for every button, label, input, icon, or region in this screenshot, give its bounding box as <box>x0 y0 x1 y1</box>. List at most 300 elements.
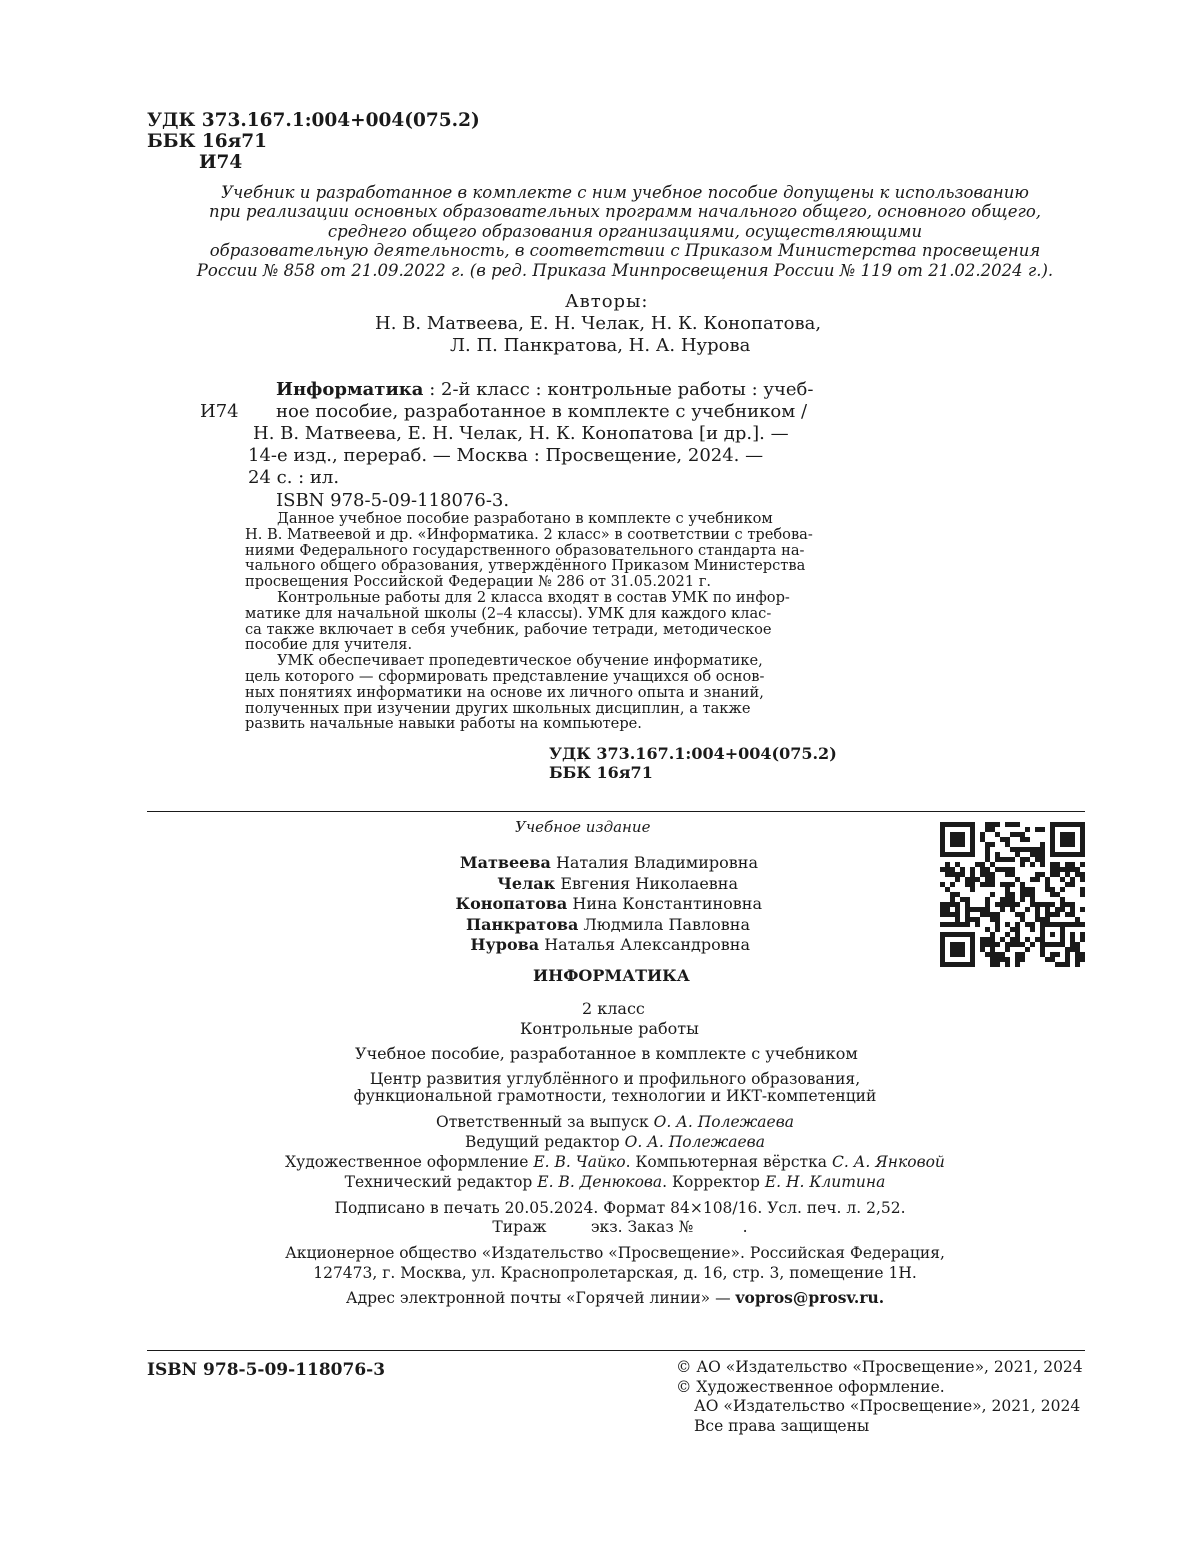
qr-module <box>1030 942 1035 947</box>
qr-module <box>1080 922 1085 927</box>
qr-module <box>1035 872 1040 877</box>
qr-module <box>970 877 975 882</box>
qr-module <box>960 952 965 957</box>
qr-module <box>1080 852 1085 857</box>
qr-module <box>1050 852 1055 857</box>
qr-module <box>990 882 995 887</box>
qr-module <box>1070 932 1075 937</box>
qr-module <box>1045 942 1050 947</box>
qr-module <box>985 897 990 902</box>
publisher-line: 127473, г. Москва, ул. Краснопролетарская, д. 16, стр. 3, помещение 1Н. <box>313 1263 917 1282</box>
qr-module <box>1070 882 1075 887</box>
team-member <box>440 874 780 895</box>
hotline-email <box>260 1288 970 1307</box>
qr-module <box>1020 957 1025 962</box>
qr-module <box>1080 952 1085 957</box>
qr-module <box>965 877 970 882</box>
qr-module <box>1030 887 1035 892</box>
credit-line <box>250 1152 980 1172</box>
qr-module <box>995 902 1000 907</box>
qr-module <box>995 957 1000 962</box>
qr-module <box>970 887 975 892</box>
qr-module <box>1075 922 1080 927</box>
qr-module <box>955 917 960 922</box>
qr-module <box>1040 847 1045 852</box>
qr-module <box>1065 947 1070 952</box>
qr-module <box>1005 857 1010 862</box>
qr-module <box>1080 887 1085 892</box>
annotation-line: цель которого — сформировать представление учащихся об основ- <box>245 667 765 685</box>
qr-module <box>1050 932 1055 937</box>
annotation-line: ных понятиях информатики на основе их личного опыта и знаний, <box>245 683 764 701</box>
qr-module <box>940 842 945 847</box>
qr-module <box>990 842 995 847</box>
qr-module <box>1055 867 1060 872</box>
qr-module <box>1080 842 1085 847</box>
qr-module <box>940 837 945 842</box>
qr-module <box>1050 892 1055 897</box>
qr-module <box>940 827 945 832</box>
qr-module <box>965 897 970 902</box>
bib-line: ное пособие, разработанное в комплекте с учебником / <box>276 401 808 422</box>
qr-module <box>1050 837 1055 842</box>
qr-module <box>940 907 945 912</box>
qr-module <box>1050 867 1055 872</box>
qr-module <box>1005 922 1010 927</box>
bib-author-sign: И74 <box>200 401 239 422</box>
qr-module <box>1030 892 1035 897</box>
qr-module <box>1000 957 1005 962</box>
qr-module <box>1035 907 1040 912</box>
qr-module <box>950 882 955 887</box>
qr-module <box>1040 842 1045 847</box>
qr-module <box>995 912 1000 917</box>
qr-module <box>965 902 970 907</box>
qr-module <box>995 942 1000 947</box>
qr-module <box>1060 887 1065 892</box>
qr-module <box>1060 897 1065 902</box>
email-label: Адрес электронной почты «Горячей линии» — <box>345 1289 736 1307</box>
qr-module <box>1020 882 1025 887</box>
qr-module <box>945 872 950 877</box>
qr-module <box>1065 852 1070 857</box>
qr-module <box>1080 877 1085 882</box>
qr-module <box>1010 882 1015 887</box>
qr-module <box>1070 907 1075 912</box>
authors-block <box>300 291 821 357</box>
qr-module <box>1045 877 1050 882</box>
qr-module <box>975 907 980 912</box>
qr-module <box>940 937 945 942</box>
qr-module <box>950 892 955 897</box>
qr-module <box>1005 947 1010 952</box>
qr-module <box>1005 932 1010 937</box>
qr-module <box>1020 847 1025 852</box>
qr-module <box>990 937 995 942</box>
qr-module <box>1060 907 1065 912</box>
qr-module <box>960 822 965 827</box>
qr-module <box>950 947 955 952</box>
team-name: Наталия Владимировна <box>555 853 758 872</box>
qr-module <box>945 852 950 857</box>
qr-module <box>940 922 945 927</box>
qr-module <box>1060 852 1065 857</box>
qr-module <box>1070 837 1075 842</box>
qr-module <box>950 897 955 902</box>
qr-module <box>980 937 985 942</box>
qr-module <box>1080 822 1085 827</box>
centre-line: Центр развития углублённого и профильного образования, <box>369 1070 861 1088</box>
qr-module <box>1025 922 1030 927</box>
qr-module <box>1060 837 1065 842</box>
qr-module <box>1050 872 1055 877</box>
qr-module <box>1010 867 1015 872</box>
author-team <box>440 853 780 956</box>
qr-module <box>965 932 970 937</box>
qr-module <box>1075 957 1080 962</box>
qr-module <box>1080 837 1085 842</box>
qr-module <box>995 962 1000 967</box>
qr-module <box>990 862 995 867</box>
qr-module <box>1010 907 1015 912</box>
divider-bottom <box>147 1350 1085 1351</box>
credit-person: Е. В. Чайко <box>533 1153 626 1171</box>
qr-module <box>970 947 975 952</box>
qr-module <box>1055 852 1060 857</box>
copyright-line: © Художественное оформление. <box>676 1377 945 1396</box>
udk-code: УДК 373.167.1:004+004(075.2) <box>549 744 837 763</box>
qr-module <box>1080 832 1085 837</box>
qr-module <box>1040 952 1045 957</box>
qr-module <box>1005 872 1010 877</box>
qr-module <box>960 947 965 952</box>
email-link[interactable]: vopros@prosv.ru. <box>735 1288 885 1307</box>
qr-module <box>970 867 975 872</box>
qr-module <box>1075 822 1080 827</box>
qr-module <box>945 932 950 937</box>
bib-isbn: ISBN 978-5-09-118076-3. <box>276 490 510 511</box>
qr-module <box>1060 822 1065 827</box>
qr-module <box>1065 957 1070 962</box>
qr-module <box>1015 832 1020 837</box>
qr-module <box>940 832 945 837</box>
qr-module <box>975 922 980 927</box>
qr-module <box>1075 872 1080 877</box>
qr-module <box>1005 822 1010 827</box>
team-name: Наталья Александровна <box>544 935 750 954</box>
qr-module <box>1015 902 1020 907</box>
qr-module <box>970 952 975 957</box>
qr-module <box>955 852 960 857</box>
qr-module <box>970 832 975 837</box>
qr-module <box>1080 862 1085 867</box>
qr-module <box>950 852 955 857</box>
qr-module <box>1015 927 1020 932</box>
book-kind: Контрольные работы <box>520 1019 699 1038</box>
team-surname: Матвеева <box>459 853 551 872</box>
publisher-address <box>260 1244 970 1283</box>
book-title: ИНФОРМАТИКА <box>533 966 690 985</box>
qr-module <box>1060 927 1065 932</box>
qr-module <box>1015 932 1020 937</box>
credit-person: О. А. Полежаева <box>653 1113 794 1131</box>
credit-person: С. А. Янковой <box>831 1153 945 1171</box>
qr-module <box>1025 907 1030 912</box>
qr-module <box>1015 937 1020 942</box>
qr-module <box>970 962 975 967</box>
qr-module <box>1065 962 1070 967</box>
qr-module <box>1065 862 1070 867</box>
qr-module <box>940 902 945 907</box>
qr-module <box>955 842 960 847</box>
approval-line: при реализации основных образовательных программ начального общего, основного общего, <box>208 202 1041 222</box>
qr-module <box>1015 847 1020 852</box>
qr-module <box>1005 892 1010 897</box>
qr-module <box>1030 852 1035 857</box>
qr-module <box>955 947 960 952</box>
qr-module <box>985 927 990 932</box>
qr-module <box>1000 897 1005 902</box>
qr-module <box>945 862 950 867</box>
qr-module <box>1030 922 1035 927</box>
credit-line <box>250 1132 980 1152</box>
qr-module <box>1000 902 1005 907</box>
qr-module <box>970 907 975 912</box>
qr-module <box>985 907 990 912</box>
qr-module <box>970 937 975 942</box>
qr-module <box>1015 822 1020 827</box>
qr-module <box>1060 922 1065 927</box>
qr-module <box>1040 932 1045 937</box>
qr-module <box>1065 832 1070 837</box>
annotation <box>245 511 830 732</box>
qr-module <box>1035 827 1040 832</box>
qr-module <box>1070 822 1075 827</box>
annotation-line: Н. В. Матвеевой и др. «Информатика. 2 класс» в соответствии с требова- <box>245 525 813 543</box>
qr-module <box>1005 962 1010 967</box>
qr-module <box>1015 852 1020 857</box>
qr-module <box>965 962 970 967</box>
qr-module <box>1005 882 1010 887</box>
qr-module <box>1025 937 1030 942</box>
qr-code-graphic <box>940 822 1085 967</box>
qr-module <box>995 832 1000 837</box>
qr-module <box>1065 867 1070 872</box>
qr-module <box>940 822 945 827</box>
qr-module <box>1080 847 1085 852</box>
qr-module <box>1070 942 1075 947</box>
qr-module <box>990 892 995 897</box>
qr-module <box>1000 937 1005 942</box>
qr-module <box>965 907 970 912</box>
qr-module <box>1075 852 1080 857</box>
qr-module <box>1030 877 1035 882</box>
qr-module <box>1050 822 1055 827</box>
qr-module <box>950 962 955 967</box>
qr-module <box>1040 937 1045 942</box>
qr-module <box>950 932 955 937</box>
qr-module <box>960 832 965 837</box>
qr-module <box>945 962 950 967</box>
qr-module <box>1040 872 1045 877</box>
qr-module <box>1010 832 1015 837</box>
qr-module <box>970 942 975 947</box>
qr-module <box>1000 882 1005 887</box>
qr-module <box>1010 847 1015 852</box>
qr-module <box>1055 942 1060 947</box>
qr-module <box>1010 937 1015 942</box>
credit-role: Художественное оформление <box>285 1153 534 1171</box>
qr-module <box>945 867 950 872</box>
qr-module <box>945 907 950 912</box>
qr-module <box>955 862 960 867</box>
qr-module <box>970 847 975 852</box>
approval-line: России № 858 от 21.09.2022 г. (в ред. Приказа Минпросвещения России № 119 от 21.02.2024 г.). <box>196 260 1054 280</box>
qr-module <box>1055 907 1060 912</box>
annotation-line: са также включает в себя учебник, рабочие тетради, методическое <box>245 620 772 638</box>
qr-module <box>1065 842 1070 847</box>
qr-module <box>940 957 945 962</box>
qr-module <box>1055 952 1060 957</box>
qr-module <box>985 822 990 827</box>
qr-module <box>1070 832 1075 837</box>
team-name: Евгения Николаевна <box>560 873 738 893</box>
centre-line: функциональной грамотности, технологии и ИКТ-компетенций <box>353 1087 877 1105</box>
publisher-line: Акционерное общество «Издательство «Просвещение». Российская Федерация, <box>285 1244 945 1262</box>
qr-module <box>1080 907 1085 912</box>
qr-module <box>990 957 995 962</box>
qr-module <box>965 852 970 857</box>
qr-module <box>980 942 985 947</box>
qr-module <box>1070 912 1075 917</box>
qr-module <box>1080 932 1085 937</box>
approval-line: образовательную деятельность, в соответствии с Приказом Министерства просвещения <box>209 241 1041 261</box>
qr-module <box>1030 902 1035 907</box>
annotation-line: матике для начальной школы (2–4 классы). УМК для каждого клас- <box>245 604 772 622</box>
qr-module <box>965 912 970 917</box>
qr-module <box>960 852 965 857</box>
credit-person: Е. В. Денюкова <box>537 1173 663 1191</box>
qr-module <box>980 867 985 872</box>
qr-module <box>980 872 985 877</box>
qr-module <box>1000 857 1005 862</box>
qr-module <box>1020 897 1025 902</box>
qr-module <box>990 962 995 967</box>
editorial-centre <box>350 1071 880 1105</box>
qr-module <box>995 822 1000 827</box>
qr-module <box>1010 872 1015 877</box>
qr-module <box>960 932 965 937</box>
qr-module <box>1055 872 1060 877</box>
qr-module <box>950 822 955 827</box>
qr-module <box>1025 857 1030 862</box>
qr-module <box>950 842 955 847</box>
annotation-line: Данное учебное пособие разработано в комплекте с учебником <box>277 510 773 527</box>
qr-module <box>1015 877 1020 882</box>
qr-module <box>1035 917 1040 922</box>
credit-person: О. А. Полежаева <box>624 1133 765 1151</box>
qr-module <box>1010 897 1015 902</box>
team-member <box>440 935 780 956</box>
qr-module <box>985 867 990 872</box>
team-name: Нина Константиновна <box>572 894 762 913</box>
qr-module <box>980 907 985 912</box>
qr-module <box>955 922 960 927</box>
qr-module <box>1050 842 1055 847</box>
print-run-line: Тираж экз. Заказ № . <box>492 1218 748 1236</box>
qr-module <box>1080 892 1085 897</box>
approval-line: Учебник и разработанное в комплекте с ним учебное пособие допущены к использованию <box>221 183 1029 202</box>
qr-module <box>940 847 945 852</box>
qr-module <box>1005 867 1010 872</box>
qr-module <box>1070 937 1075 942</box>
qr-module <box>965 822 970 827</box>
qr-module <box>1065 912 1070 917</box>
divider-top <box>147 811 1085 812</box>
annotation-line: развить начальные навыки работы на компьютере. <box>245 715 642 733</box>
qr-module <box>995 857 1000 862</box>
qr-module <box>1020 942 1025 947</box>
qr-module <box>1040 942 1045 947</box>
qr-module <box>970 917 975 922</box>
qr-module <box>1035 847 1040 852</box>
qr-module <box>1070 862 1075 867</box>
qr-module <box>1010 857 1015 862</box>
credit-role: Ответственный за выпуск <box>436 1113 654 1131</box>
qr-module <box>965 882 970 887</box>
qr-module <box>1055 912 1060 917</box>
bib-title: Информатика <box>276 379 424 400</box>
qr-module <box>955 877 960 882</box>
qr-module <box>985 882 990 887</box>
qr-module <box>960 922 965 927</box>
team-surname: Челак <box>497 873 556 893</box>
bbk-code: ББК 16я71 <box>549 763 653 782</box>
qr-module <box>1025 827 1030 832</box>
annotation-line: полученных при изучении других школьных дисциплин, а также <box>245 699 751 717</box>
qr-module <box>955 837 960 842</box>
qr-module <box>985 847 990 852</box>
qr-module <box>1045 887 1050 892</box>
qr-module <box>1060 902 1065 907</box>
qr-module <box>940 932 945 937</box>
qr-module <box>1055 822 1060 827</box>
qr-module <box>990 917 995 922</box>
qr-module <box>1020 892 1025 897</box>
qr-module <box>1010 902 1015 907</box>
qr-module <box>1005 887 1010 892</box>
qr-module <box>970 822 975 827</box>
qr-module <box>1000 907 1005 912</box>
bib-line-1 <box>200 379 830 401</box>
copyright-line: © АО «Издательство «Просвещение», 2021, 2024 <box>676 1358 1083 1376</box>
qr-module <box>1070 852 1075 857</box>
qr-module <box>1045 957 1050 962</box>
classification-codes-top <box>147 110 480 173</box>
qr-module <box>990 827 995 832</box>
qr-module <box>1000 867 1005 872</box>
qr-module <box>940 942 945 947</box>
edition-type: Учебное издание <box>515 818 651 836</box>
qr-module <box>1070 947 1075 952</box>
bib-line1-rest: : 2-й класс : контрольные работы : учеб- <box>423 379 814 400</box>
qr-module <box>970 872 975 877</box>
qr-module <box>1050 942 1055 947</box>
qr-module <box>970 882 975 887</box>
qr-module <box>1035 937 1040 942</box>
qr-module <box>960 842 965 847</box>
qr-module <box>1055 892 1060 897</box>
